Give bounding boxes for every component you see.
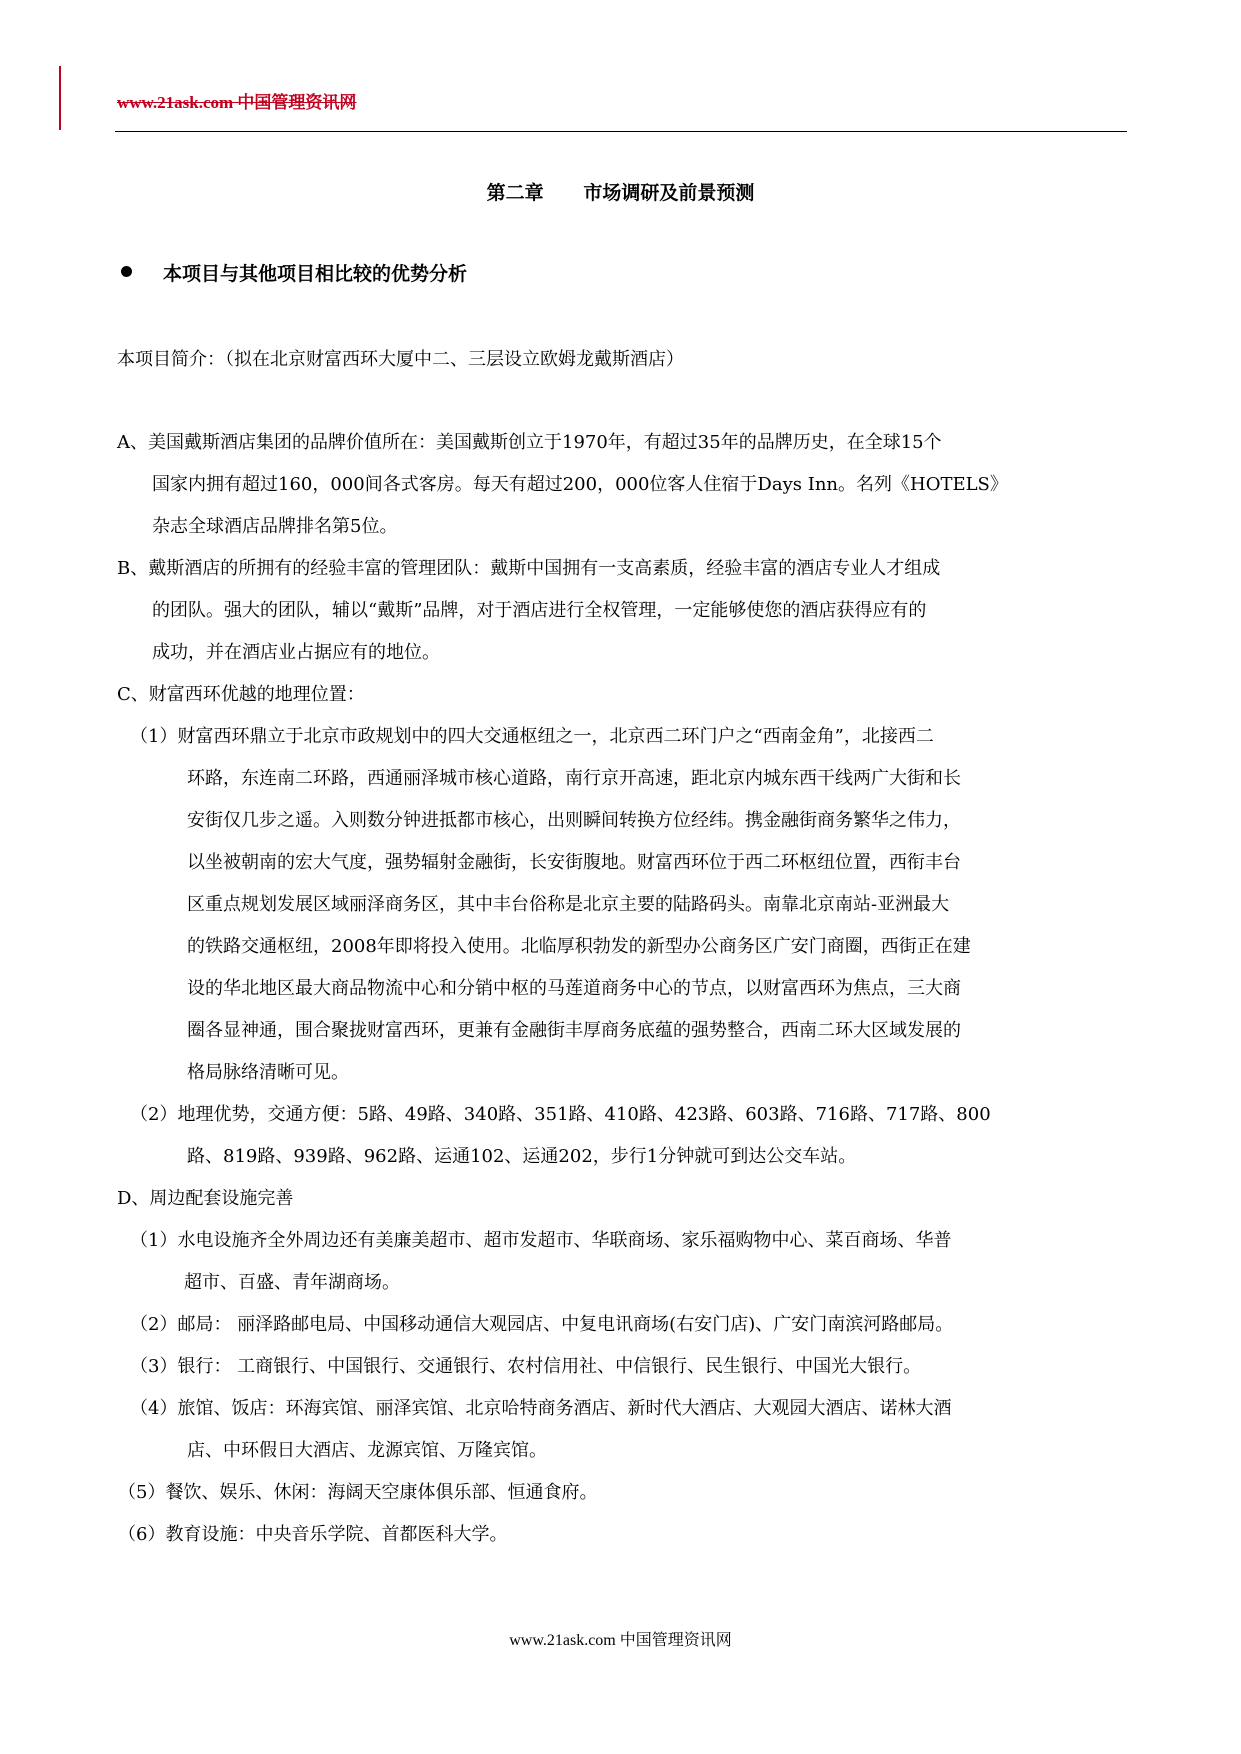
bullet-icon	[121, 266, 132, 277]
body-line: B、戴斯酒店的所拥有的经验丰富的管理团队：戴斯中国拥有一支高素质，经验丰富的酒店专业人才组成	[117, 558, 941, 579]
body-line: 以坐被朝南的宏大气度，强势辐射金融街，长安街腹地。财富西环位于西二环枢纽位置，西衔丰台	[187, 852, 961, 873]
body-line: （5）餐饮、娱乐、休闲：海阔天空康体俱乐部、恒通食府。	[118, 1482, 598, 1503]
section-heading: 本项目与其他项目相比较的优势分析	[163, 263, 468, 285]
body-line: C、财富西环优越的地理位置：	[117, 684, 365, 705]
intro-line: 本项目简介：（拟在北京财富西环大厦中二、三层设立欧姆龙戴斯酒店）	[117, 349, 684, 370]
body-line: 杂志全球酒店品牌排名第5位。	[152, 516, 398, 537]
body-line: （2）地理优势，交通方便：5路、49路、340路、351路、410路、423路、603路、716路、717路、800	[130, 1104, 991, 1125]
body-line: A、美国戴斯酒店集团的品牌价值所在：美国戴斯创立于1970年，有超过35年的品牌历史，在全球15个	[117, 432, 942, 453]
body-line: 圈各显神通，围合聚拢财富西环，更兼有金融街丰厚商务底蕴的强势整合，西南二环大区域发展的	[187, 1020, 961, 1041]
header-site-link[interactable]: www.21ask.com 中国管理资讯网	[117, 93, 357, 112]
body-line: （2）邮局： 丽泽路邮电局、中国移动通信大观园店、中复电讯商场(右安门店)、广安门南滨河路邮局。	[130, 1314, 954, 1335]
footer-text: www.21ask.com 中国管理资讯网	[509, 1632, 732, 1649]
body-line: 区重点规划发展区域丽泽商务区，其中丰台俗称是北京主要的陆路码头。南靠北京南站-亚洲最大	[187, 894, 950, 915]
body-line: （4）旅馆、饭店：环海宾馆、丽泽宾馆、北京哈特商务酒店、新时代大酒店、大观园大酒店、诺林大酒	[130, 1398, 952, 1419]
body-line: 的团队。强大的团队，辅以“戴斯”品牌，对于酒店进行全权管理，一定能够使您的酒店获得应有的	[152, 600, 927, 621]
body-line: 的铁路交通枢纽，2008年即将投入使用。北临厚积勃发的新型办公商务区广安门商圈，西街正在建	[187, 936, 971, 957]
chapter-title: 第二章 市场调研及前景预测	[486, 182, 755, 204]
body-line: 国家内拥有超过160，000间各式客房。每天有超过200，000位客人住宿于Days Inn。名列《HOTELS》	[152, 474, 1008, 495]
body-line: 格局脉络清晰可见。	[187, 1062, 349, 1083]
body-line: （1）财富西环鼎立于北京市政规划中的四大交通枢纽之一，北京西二环门户之“西南金角”，北接西二	[130, 726, 934, 747]
body-line: 成功，并在酒店业占据应有的地位。	[152, 642, 440, 663]
body-line: （1）水电设施齐全外周边还有美廉美超市、超市发超市、华联商场、家乐福购物中心、菜百商场、华普	[130, 1230, 952, 1251]
header-rule	[115, 131, 1127, 132]
body-line: （6）教育设施：中央音乐学院、首都医科大学。	[118, 1524, 508, 1545]
body-line: 店、中环假日大酒店、龙源宾馆、万隆宾馆。	[187, 1440, 547, 1461]
body-line: 设的华北地区最大商品物流中心和分销中枢的马莲道商务中心的节点，以财富西环为焦点，三大商	[187, 978, 961, 999]
margin-bar	[59, 66, 61, 130]
body-line: 安街仅几步之遥。入则数分钟进抵都市核心，出则瞬间转换方位经纬。携金融街商务繁华之伟力，	[187, 810, 961, 831]
body-line: （3）银行： 工商银行、中国银行、交通银行、农村信用社、中信银行、民生银行、中国光大银行。	[130, 1356, 922, 1377]
body-line: 环路，东连南二环路，西通丽泽城市核心道路，南行京开高速，距北京内城东西干线两广大街和长	[187, 768, 961, 789]
body-line: D、周边配套设施完善	[117, 1188, 294, 1209]
body-line: 超市、百盛、青年湖商场。	[184, 1272, 400, 1293]
body-line: 路、819路、939路、962路、运通102、运通202，步行1分钟就可到达公交车站。	[187, 1146, 857, 1167]
